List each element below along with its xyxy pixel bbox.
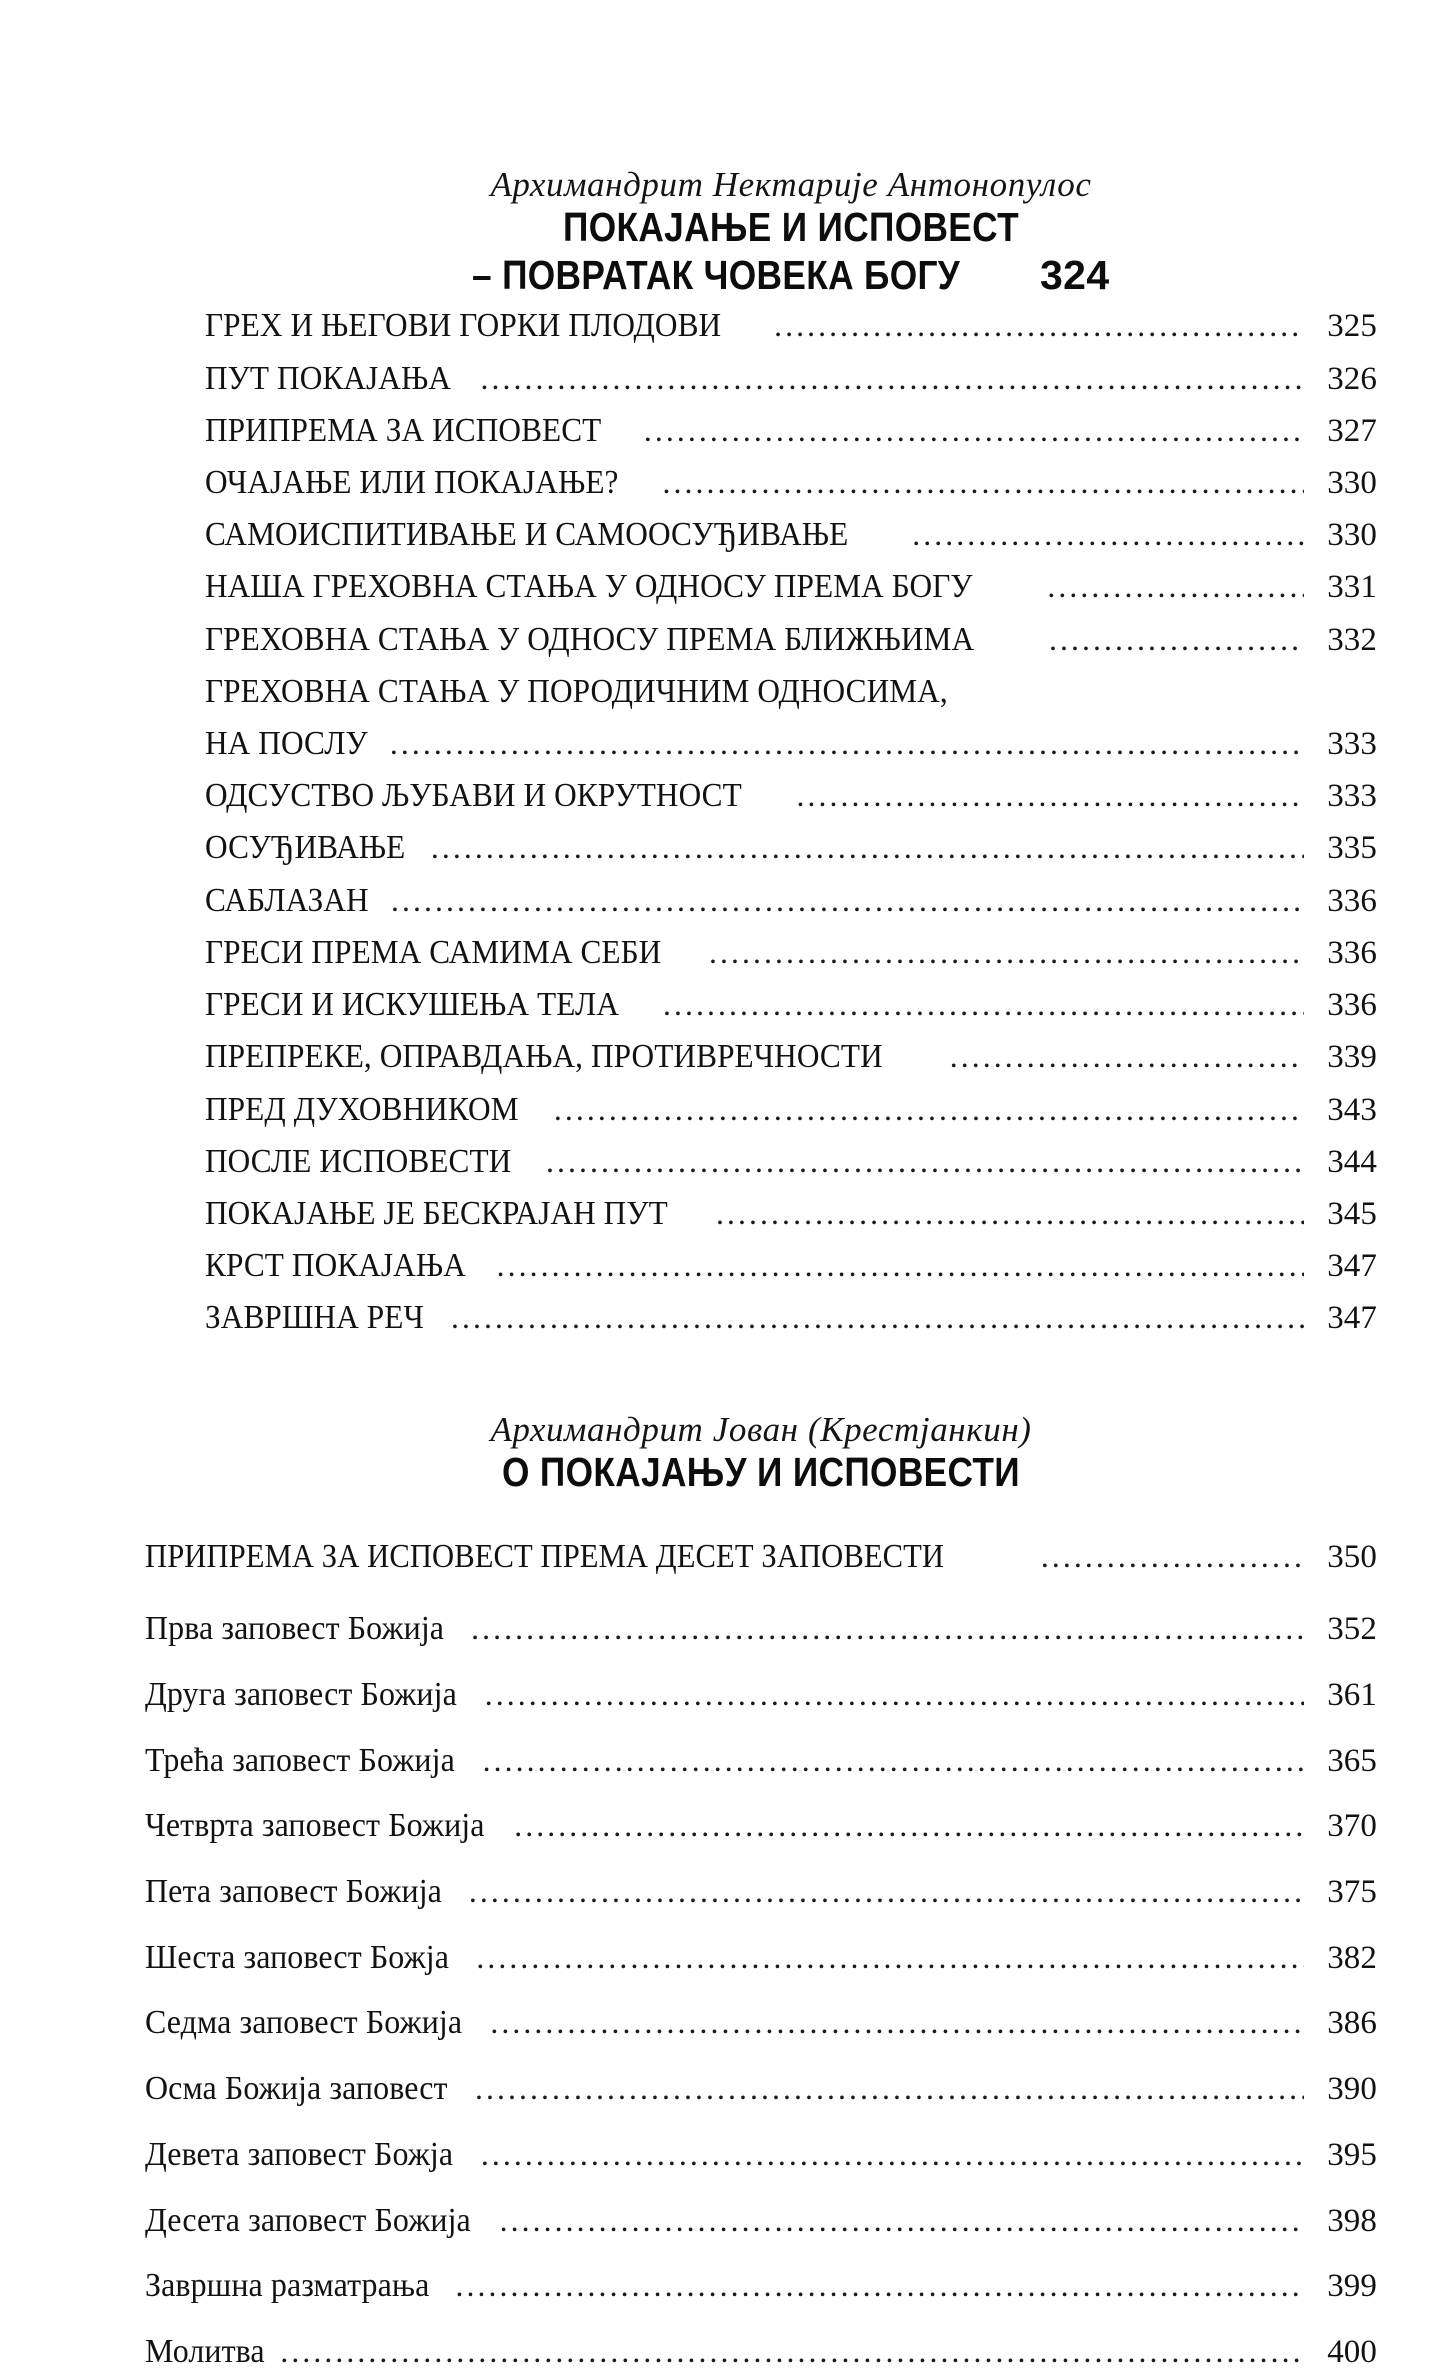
toc-entry-wrapped-first-line[interactable] [205, 669, 1377, 715]
toc-entry[interactable] [205, 773, 1377, 819]
dot-leader [662, 462, 1304, 505]
toc-entry-page: 382 [1327, 1939, 1377, 1976]
dot-leader [456, 2265, 1304, 2308]
toc-entry-page: 400 [1327, 2334, 1377, 2371]
toc-entry[interactable] [205, 1087, 1377, 1133]
dot-leader [476, 1937, 1304, 1980]
toc-entry-label: НА ПОСЛУ [205, 725, 368, 763]
toc-entry-list-two [145, 1534, 1377, 2374]
section-heading [145, 1410, 1377, 1497]
toc-entry-label: Прва заповест Божија [145, 1610, 445, 1648]
toc-entry-label: Четврта заповест Божија [145, 1807, 485, 1845]
dot-leader [451, 1297, 1304, 1340]
dot-leader [1049, 619, 1304, 662]
section-title-line-2-row [205, 252, 1377, 300]
toc-entry-label: ОЧАЈАЊЕ ИЛИ ПОКАЈАЊЕ? [205, 463, 619, 501]
toc-entry-page: 332 [1327, 621, 1377, 658]
dot-leader [1041, 1536, 1304, 1579]
toc-entry-page: 330 [1327, 464, 1377, 501]
toc-entry[interactable] [205, 1295, 1377, 1341]
toc-entry-page: 333 [1327, 726, 1377, 763]
toc-entry-label: Шеста заповест Божја [145, 1938, 450, 1976]
toc-entry-page: 375 [1327, 1873, 1377, 1910]
toc-entry[interactable] [205, 617, 1377, 663]
toc-entry-page: 395 [1327, 2136, 1377, 2173]
toc-entry[interactable] [205, 1139, 1377, 1185]
dot-leader [475, 2068, 1304, 2111]
toc-entry-label: Седма заповест Божија [145, 2004, 463, 2042]
toc-entry[interactable] [145, 1869, 1377, 1915]
toc-entry-wrapped-second-line[interactable] [205, 721, 1377, 767]
toc-entry-label: КРСТ ПОКАЈАЊА [205, 1247, 466, 1285]
dot-leader [390, 723, 1304, 766]
toc-entry-label: ГРЕХОВНА СТАЊА У ОДНОСУ ПРЕМА БЛИЖЊИМА [205, 620, 975, 658]
dot-leader [483, 1740, 1304, 1783]
toc-entry[interactable] [205, 1191, 1377, 1237]
toc-entry-label: ПУТ ПОКАЈАЊА [205, 359, 452, 397]
toc-entry-page: 386 [1327, 2005, 1377, 2042]
toc-entry[interactable] [205, 1243, 1377, 1289]
section-title-page-number: 324 [1039, 251, 1110, 298]
toc-entry[interactable] [145, 1935, 1377, 1981]
dot-leader [774, 305, 1304, 348]
dot-leader [546, 1141, 1304, 1184]
section-heading [205, 165, 1377, 299]
toc-entry-page: 347 [1327, 1248, 1377, 1285]
toc-entry[interactable] [205, 356, 1377, 402]
toc-entry-page: 390 [1327, 2071, 1377, 2108]
toc-entry-page: 336 [1327, 987, 1377, 1024]
toc-entry-label: Завршна разматрања [145, 2267, 430, 2305]
toc-entry[interactable] [145, 2329, 1377, 2375]
dot-leader [481, 2134, 1304, 2177]
dot-leader [912, 514, 1304, 557]
dot-leader [950, 1036, 1304, 1079]
toc-entry-label: ГРЕСИ И ИСКУШЕЊА ТЕЛА [205, 986, 619, 1024]
toc-entry[interactable] [145, 1534, 1377, 1580]
toc-entry[interactable] [205, 982, 1377, 1028]
toc-entry-page: 331 [1327, 569, 1377, 606]
toc-entry-page: 399 [1327, 2268, 1377, 2305]
toc-entry[interactable] [145, 2066, 1377, 2112]
section-title-line-1: ПОКАЈАЊЕ И ИСПОВЕСТ [563, 204, 1019, 251]
toc-entry[interactable] [145, 2263, 1377, 2309]
section-author: Архимандрит Јован (Крестјанкин) [490, 1409, 1032, 1449]
dot-leader [490, 2002, 1304, 2045]
toc-entry[interactable] [145, 1803, 1377, 1849]
dot-leader [471, 1608, 1304, 1651]
toc-entry[interactable] [205, 1034, 1377, 1080]
dot-leader [500, 2200, 1304, 2243]
toc-entry-label: ПОКАЈАЊЕ ЈЕ БЕСКРАЈАН ПУТ [205, 1195, 668, 1232]
toc-section-jovan [0, 1348, 1445, 2375]
dot-leader [514, 1805, 1304, 1848]
heading-spacer [145, 1500, 1377, 1534]
toc-entry-label: ПРЕД ДУХОВНИКОМ [205, 1090, 519, 1128]
toc-entry[interactable] [205, 930, 1377, 976]
toc-entry-label: Осма Божија заповест [145, 2070, 448, 2108]
toc-entry[interactable] [205, 460, 1377, 506]
toc-entry[interactable] [145, 2000, 1377, 2046]
toc-entry-page: 343 [1327, 1091, 1377, 1128]
dot-leader [480, 358, 1304, 401]
toc-entry[interactable] [205, 564, 1377, 610]
toc-entry-page: 326 [1327, 360, 1377, 397]
toc-entry-label: САМОИСПИТИВАЊЕ И САМООСУЂИВАЊЕ [205, 516, 849, 554]
dot-leader [280, 2331, 1304, 2374]
section-author: Архимандрит Нектарије Антонопулос [490, 165, 1092, 204]
dot-leader [716, 1193, 1304, 1236]
toc-entry-page: 330 [1327, 517, 1377, 554]
toc-entry-label: ОСУЂИВАЊЕ [205, 829, 406, 867]
dot-leader [663, 984, 1304, 1027]
toc-entry-page: 327 [1327, 412, 1377, 449]
toc-entry-list-one [205, 303, 1377, 1341]
dot-leader [431, 827, 1304, 870]
toc-entry-label: ПРЕПРЕКЕ, ОПРАВДАЊА, ПРОТИВРЕЧНОСТИ [205, 1038, 883, 1076]
dot-leader [644, 410, 1304, 453]
toc-entry-page: 347 [1327, 1300, 1377, 1337]
toc-entry-page: 365 [1327, 1742, 1377, 1779]
toc-entry-label: САБЛАЗАН [205, 881, 369, 919]
dot-leader [554, 1089, 1304, 1132]
dot-leader [485, 1674, 1304, 1717]
dot-leader [391, 880, 1304, 923]
toc-entry-label: Десета заповест Божија [145, 2201, 471, 2239]
dot-leader [469, 1871, 1304, 1914]
toc-entry[interactable] [145, 1606, 1377, 1652]
toc-entry-label: ПРИПРЕМА ЗА ИСПОВЕСТ [205, 411, 602, 449]
toc-entry-page: 350 [1327, 1539, 1377, 1576]
toc-entry[interactable] [205, 512, 1377, 558]
toc-entry-page: 339 [1327, 1039, 1377, 1076]
toc-entry-page: 336 [1327, 882, 1377, 919]
toc-entry[interactable] [145, 1738, 1377, 1784]
toc-entry-label: ОДСУСТВО ЉУБАВИ И ОКРУТНОСТ [205, 777, 742, 815]
toc-entry-label: ПРИПРЕМА ЗА ИСПОВЕСТ ПРЕМА ДЕСЕТ ЗАПОВЕСТИ [145, 1538, 945, 1576]
toc-entry-label: ГРЕСИ ПРЕМА САМИМА СЕБИ [205, 933, 662, 971]
toc-entry-label: Трећа заповест Божија [145, 1741, 455, 1779]
toc-entry-label: ЗАВРШНА РЕЧ [205, 1299, 424, 1337]
toc-entry-page: 335 [1327, 830, 1377, 867]
dot-leader [709, 932, 1304, 975]
toc-entry-page: 344 [1327, 1143, 1377, 1180]
toc-entry-label: Друга заповест Божија [145, 1675, 457, 1713]
toc-entry[interactable] [145, 2132, 1377, 2178]
toc-entry-label: ГРЕХ И ЊЕГОВИ ГОРКИ ПЛОДОВИ [205, 307, 722, 345]
toc-entry-page: 333 [1327, 778, 1377, 815]
toc-entry-label: Молитва [145, 2333, 265, 2371]
toc-entry[interactable] [205, 825, 1377, 871]
toc-entry-label: ГРЕХОВНА СТАЊА У ПОРОДИЧНИМ ОДНОСИМА, [205, 672, 948, 710]
toc-entry-page: 352 [1327, 1611, 1377, 1648]
dot-leader [1047, 566, 1304, 609]
toc-entry[interactable] [145, 2198, 1377, 2244]
toc-entry[interactable] [205, 408, 1377, 454]
section-title-line-1: О ПОКАЈАЊУ И ИСПОВЕСТИ [502, 1448, 1020, 1495]
section-title-line-2: – ПОВРАТАК ЧОВЕКА БОГУ [472, 251, 961, 298]
dot-leader [796, 775, 1304, 818]
toc-entry[interactable] [145, 1672, 1377, 1718]
toc-entry-label: Пета заповест Божија [145, 1872, 442, 1910]
toc-entry-page: 361 [1327, 1676, 1377, 1713]
toc-entry-label: НАША ГРЕХОВНА СТАЊА У ОДНОСУ ПРЕМА БОГУ [205, 568, 973, 606]
toc-entry-page: 345 [1327, 1196, 1377, 1232]
dot-leader [497, 1245, 1304, 1288]
toc-entry-page: 325 [1327, 308, 1377, 345]
toc-entry-page: 398 [1327, 2202, 1377, 2239]
toc-entry-page: 370 [1327, 1808, 1377, 1845]
toc-entry[interactable] [205, 303, 1377, 349]
toc-entry-page: 336 [1327, 934, 1377, 971]
toc-entry[interactable] [205, 878, 1377, 924]
toc-entry-label: ПОСЛЕ ИСПОВЕСТИ [205, 1142, 512, 1180]
toc-entry-label: Девета заповест Божја [145, 2135, 454, 2173]
